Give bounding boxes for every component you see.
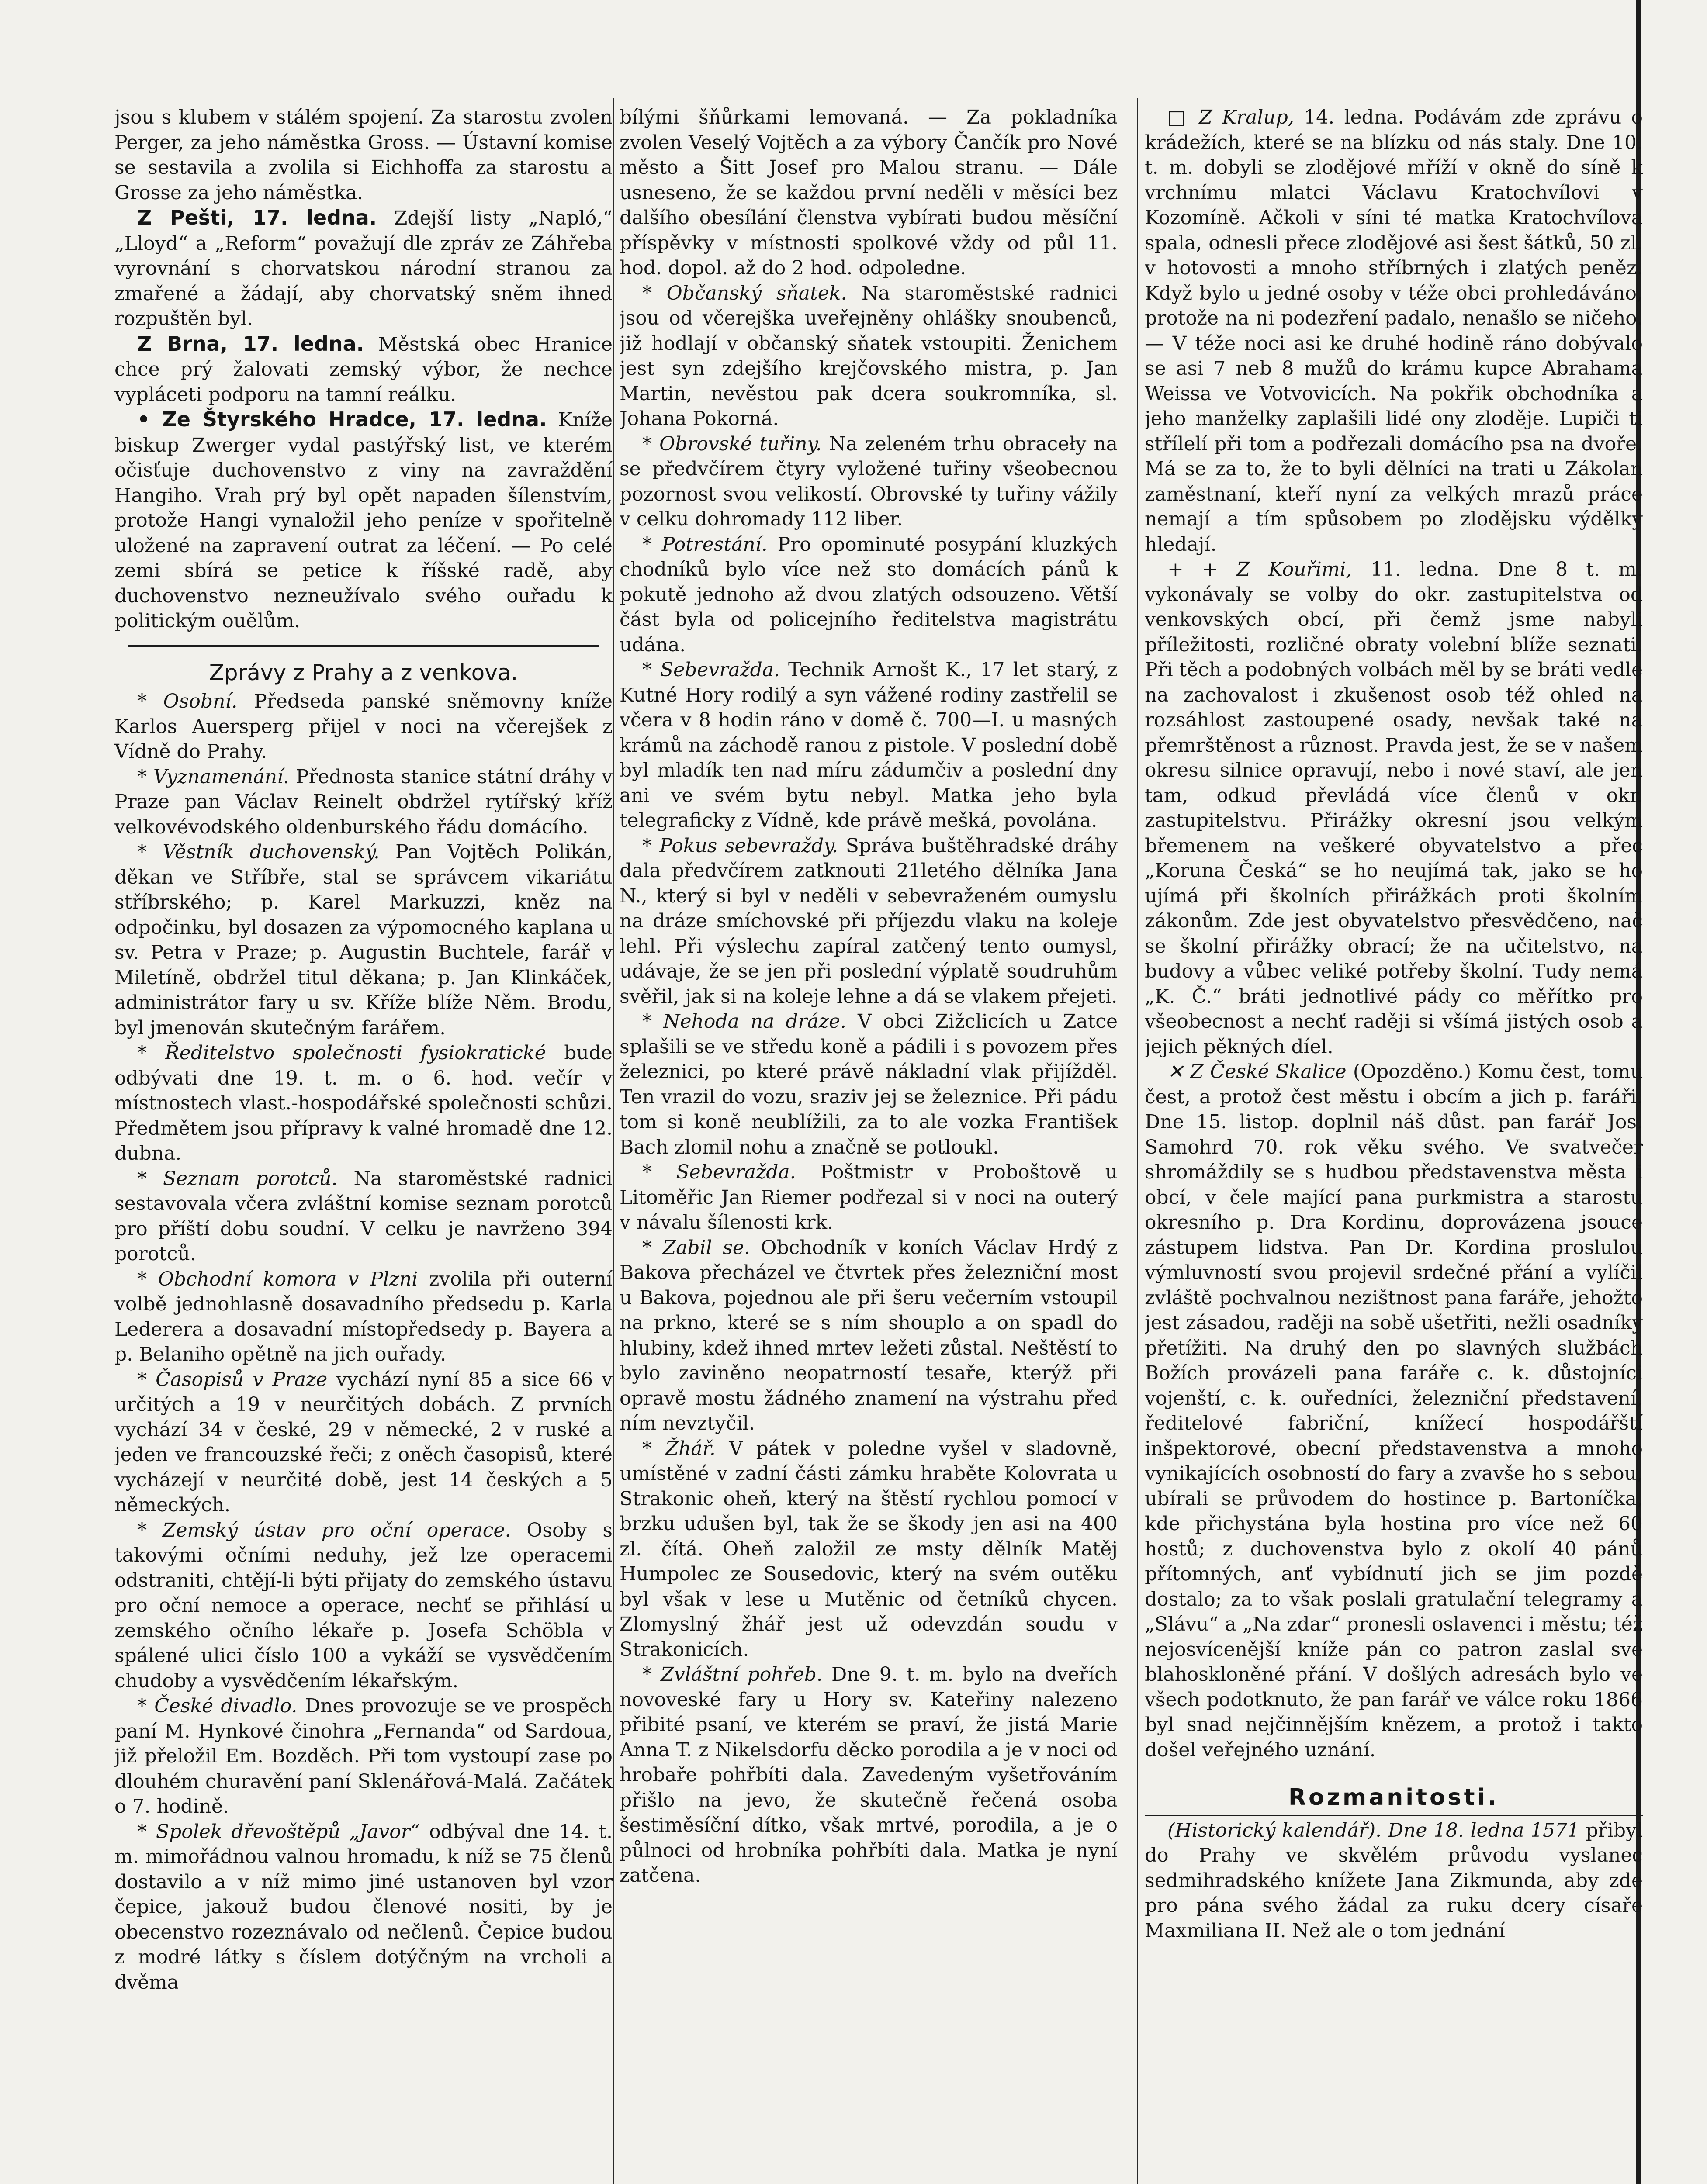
news-item: * Potrestání. Pro opominuté posypání kluzkých chodníků bylo více než sto domácích pánů k pokutě jednoho až dvou zlatých odsouzeno. Větší část byla od policejního ředitelstva magistrátu udána. (620, 533, 1118, 656)
news-text: Dnes provozuje se ve prospěch paní M. Hynkové činohra „Fernanda“ od Sardoua, již přeložil Em. Bozděch. Při tom vystoupí zase po dlouhém churavění paní Sklenářová-Malá. Začátek o 7. hodině. (114, 1695, 613, 1818)
news-item: * Žhář. V pátek v poledne vyšel v sladovně, umístěné v zadní části zámku hraběte Kolovrata u Strakonic oheň, který na štěstí rychlou pomocí v brzku udušen byl, tak že se škody jen asi na 400 zl. čítá. Oheň založil ze msty dělník Matěj Humpolec ze Sousedovic, který na svém outěku byl však v lese u Mutěnic od četníků chycen. Zlomyslný žhář jest už odevzdán soudu v Strakonicích. (620, 1437, 1118, 1661)
article-continuation: bílými šňůrkami lemovaná. — Za pokladníka zvolen Veselý Vojtěch a za výbory Čančík pro Nové město a Šitt Josef pro Malou stranu. — Dále usneseno, že se každou první neděli v měsíci bez dalšího obesílání členstva vybírati budou měsíční příspěvky v místnosti spolkové vždy od půl 11. hod. dopol. až do 2 hod. odpoledne. (620, 106, 1118, 279)
section-title: Zprávy z Prahy a z venkova. (209, 660, 518, 685)
news-text: (Opozděno.) Komu čest, tomu čest, a protož čest městu i obcím a jich p. faráři. Dne 15. listop. doplnil náš důst. pan farář Jos. Samohrd 70. rok věku svého. Ve svatvečer shromáždily se s hudbou představenstva města i obcí, v čele mající pana purkmistra a starostu okresního p. Dra Kordinu, doprovázena jsouce zástupem lidstva. Pan Dr. Kordina proslulou výmluvností svou projevil srdečné přání a vylíčil zvláště pochvalnou nezištnost pana faráře, jehožto jest zásadou, raději na sobě ušetřiti, nežli osadníky přetížiti. Na druhý den po slavných službách Božích provázeli pana faráře c. k. důstojníci vojenští, c. k. ouředníci, železniční představení, ředitelové fabriční, knížecí hospodářští inšpektorové, obecní představenstva a mnoho vynikajících osobností do fary a zvavše ho s sebou, ubírali se průvodem do hostince p. Bartoníčka, kde přichystána byla hostina pro více než 60 hostů; z duchovenstva bylo z okolí 40 pánů přítomných, anť vybídnutí jich se jim pozdě dostalo; za to však poslali gratulační telegramy a „Slávu“ a „Na zdar“ pronesli oslavenci i městu; též nejosvícenější kníže pán co patron zaslal své blahoskloněné přání. V došlých adresách bylo ve všech podotknuto, že pan farář ve válce roku 1866 byl snad nejčinnějším knězem, a protož i takto došel veřejného uznání. (1145, 1061, 1643, 1761)
news-text: Obchodník v koních Václav Hrdý z Bakova přecházel ve čtvrtek přes železniční most u Bakova, pojednou ale při šeru večerním vstoupil na prkno, které se s ním shouplo a on spadl do hlubiny, kdež ihned mrtev ležeti zůstal. Neštěstí to bylo zaviněno neopatrností tesaře, kterýž při opravě mostu žádného znamení na výstrahu před ním nevztyčil. (620, 1236, 1118, 1434)
column-3 (1145, 105, 1643, 2184)
article-continuation: jsou s klubem v stálém spojení. Za starostu zvolen Perger, za jeho náměstka Gross. — Ústavní komise se sestavila a zvolila si Eichhoffa za starostu a Grosse za jeho náměstka. (114, 106, 613, 204)
news-item: * Pokus sebevraždy. Správa buštěhradské dráhy dala předvčírem zatknouti 21letého dělníka Jana N., který si byl v neděli v sebevraženém oumyslu na dráze smíchovské při příjezdu vlaku na koleje lehl. Při výslechu zapíral zatčený tento oumysl, udávaje, že se jen při poslední výplatě soudruhům svěřil, jak si na koleje lehne a dá se vlakem přejeti. (620, 834, 1118, 1008)
item-label: Ředitelstvo společnosti fysiokratické (165, 1042, 546, 1064)
news-text: Zdejší listy „Napló,“ „Lloyd“ a „Reform“ považují dle zpráv ze Záhřeba vyrovnání s chorvatskou národní stranou za zmařené a žádají, aby chorvatský sněm ihned rozpuštěn byl. (114, 207, 613, 330)
news-item: * Zabil se. Obchodník v koních Václav Hrdý z Bakova přecházel ve čtvrtek přes železniční most u Bakova, pojednou ale při šeru večerním vstoupil na prkno, které se s ním shouplo a on spadl do hlubiny, kdež ihned mrtev ležeti zůstal. Neštěstí to bylo zaviněno neopatrností tesaře, kterýž při opravě mostu žádného znamení na výstrahu před ním nevztyčil. (620, 1236, 1118, 1434)
news-item: * Ředitelstvo společnosti fysiokratické bude odbývati dne 19. t. m. o 6. hod. večír v místnostech vlast.-hospodářské společnosti schůzi. Předmětem jsou přípravy k valné hromadě dne 12. dubna. (114, 1042, 613, 1165)
news-text: odbýval dne 14. t. m. mimořádnou valnou hromadu, k níž se 75 členů dostavilo a v níž mimo jiné ustanoven byl vzor čepice, jakouž budou členové nositi, by je obecenstvo rozeznávalo od nečlenů. Čepice budou z modré látky s číslem dotýčným na vrcholi a dvěma (114, 1820, 613, 1994)
dateline: □ Z Kralup, (1167, 106, 1294, 128)
dateline: • Ze Štyrského Hradce, 17. ledna. (137, 408, 547, 431)
news-text: Městská obec Hranice chce prý žalovati zemský výbor, že nechce vypláceti podporu na tamní reálku. (114, 333, 613, 406)
news-item: * Nehoda na dráze. V obci Zižclicích u Zatce splašili se ve středu koně a pádili i s povozem přes železnici, po které právě nákladní vlak přijížděl. Ten vrazil do vozu, sraziv jej se železnice. Při pádu tom si koně neublížili, za to ale vozka František Bach zlomil nohu a značně se potloukl. (620, 1010, 1118, 1158)
item-label: Seznam porotců. (163, 1167, 338, 1190)
news-text: V pátek v poledne vyšel v sladovně, umístěné v zadní části zámku hraběte Kolovrata u Strakonic oheň, který na štěstí rychlou pomocí v brzku udušen byl, tak že se škody jen asi na 400 zl. čítá. Oheň založil ze msty dělník Matěj Humpolec ze Sousedovic, který na svém outěku byl však v lese u Mutěnic od četníků chycen. Zlomyslný žhář jest už odevzdán soudu v Strakonicích. (620, 1437, 1118, 1661)
news-text: Kníže biskup Zwerger vydal pastýřský list, ve kterém očisťuje duchovenstvo z viny na zavraždění Hangiho. Vrah prý byl opět napaden šílenstvím, protože Hangi vynaložil jeho peníze v spořitelně uložené na zapravení outrat za léčení. — Po celé zemi sbírá se petice k říšské radě, aby duchovenstvo nezneužívalo svého ouřadu k politickým ouělům. (114, 409, 613, 632)
news-item-pest (114, 205, 613, 332)
news-item: * Vyznamenání. Přednosta stanice státní dráhy v Praze pan Václav Reinelt obdržel rytířský kříž velkovévodského oldenburského řádu domácího. (114, 765, 613, 838)
news-item: * Obrovské tuřiny. Na zeleném trhu obraceły na se předvčírem čtyry vyložené tuřiny všeobecnou pozornost svou velikostí. Obrovské ty tuřiny vážily v celku dohromady 112 liber. (620, 432, 1118, 530)
news-text: vychází nyní 85 a sice 66 v určitých a 19 v neurčitých dobách. Z prvních vychází 34 v české, 29 v německé, 2 v ruské a jeden ve francouzské řeči; z oněch časopisů, které vycházejí v neurčité době, jest 14 českých a 5 německých. (114, 1368, 613, 1516)
news-text: V obci Zižclicích u Zatce splašili se ve středu koně a pádili i s povozem přes železnici, po které právě nákladní vlak přijížděl. Ten vrazil do vozu, sraziv jej se železnice. Při pádu tom si koně neublížili, za to ale vozka František Bach zlomil nohu a značně se potloukl. (620, 1010, 1118, 1158)
news-item: * Věstník duchovenský. Pan Vojtěch Polikán, děkan ve Stříbře, stal se správcem vikariátu stříbrského; p. Karel Markuzzi, kněz na odpočinku, byl dosazen za výpomocného kaplana u sv. Petra v Praze; p. Augustin Buchtele, farář v Miletíně, obdržel titul děkana; p. Jan Klinkáček, administrátor fary u sv. Kříže blíže Něm. Brodu, byl jmenován skutečným farářem. (114, 841, 613, 1039)
news-item: * Sebevražda. Technik Arnošt K., 17 let starý, z Kutné Hory rodilý a syn vážené rodiny zastřelil se včera v 8 hodin ráno v domě č. 700—I. u masných krámů na záchodě ranou z pistole. V poslední době byl mladík ten nad míru zádumčiv a poslední dny ani ve svém bytu nebyl. Matka jeho byla telegraficky z Vídně, kde právě mešká, povolána. (620, 659, 1118, 832)
item-label: Zvláštní pohřeb. (661, 1663, 823, 1686)
item-label: Nehoda na dráze. (663, 1010, 846, 1033)
news-text: Na staroměstské radnici sestavovala včera zvláštní komise seznam porotců pro příští dobu soudní. V celku je navrženo 394 porotců. (114, 1167, 613, 1265)
news-item-kourim (1145, 557, 1643, 1059)
item-label: Pokus sebevraždy. (659, 834, 838, 857)
item-label: Sebevražda. (660, 659, 780, 681)
news-item: * Sebevražda. Poštmistr v Proboštově u Litoměřic Jan Riemer podřezal si v noci na outerý v návalu šílenosti krk. (620, 1161, 1118, 1234)
news-item: * Osobní. Předseda panské sněmovny kníže Karlos Auersperg přijel v noci na včerejšek z Vídně do Prahy. (114, 690, 613, 763)
item-label: (Historický kalendář). (1167, 1819, 1382, 1842)
news-item: * Spolek dřevoštěpů „Javor“ odbýval dne 14. t. m. mimořádnou valnou hromadu, k níž se 75 členů dostavilo a v níž mimo jiné ustanoven byl vzor čepice, jakouž budou členové nositi, by je obecenstvo rozeznávalo od nečlenů. Čepice budou z modré látky s číslem dotýčným na vrcholi a dvěma (114, 1820, 613, 1994)
dateline: Z Brna, 17. ledna. (137, 332, 364, 356)
item-label: Žhář. (665, 1437, 716, 1460)
column-1 (114, 105, 613, 2184)
column-rule-left (613, 98, 614, 2184)
news-item-styr (114, 407, 613, 634)
item-label: Spolek dřevoštěpů „Javor“ (156, 1820, 420, 1843)
news-text: 11. ledna. Dne 8 t. m. vykonávaly se volby do okr. zastupitelstva od venkovských obcí, při čemž jsme nabyli příležitosti, rozličné obraty volební blíže seznati. Při těch a podobných volbách měl by se bráti vedle na zachovalost i zkušenost osob též ohled na rozsáhlost zastoupené osady, nevšak také na přemrštěnost a různost. Pravda jest, že se v našem okresu silnice opravují, nebo i nové staví, ale jen tam, odkud převládá více členů v okr. zastupitelstvu. Přirážky okresní jsou velkým břemenem na veškeré obyvatelstvo a přec „Koruna Česká“ se ho neujímá tak, jako se ho ujímá při školních přirážkách proti školním zákonům. Zde jest obyvatelstvo přesvědčeno, nač se školní přirážky obrací; že na učitelstvo, na budovy a vůbec veliké potřeby školní. Tudy nemá „K. Č.“ bráti jednotlivé pády co měřítko pro všeobecnost a nechť raději si všímá jistých osob a jejich pěkných díel. (1145, 558, 1643, 1058)
item-label: Obrovské tuřiny. (659, 432, 822, 455)
item-label: Sebevražda. (676, 1161, 796, 1183)
news-text: bude odbývati dne 19. t. m. o 6. hod. večír v místnostech vlast.-hospodářské společnosti schůzi. Předmětem jsou přípravy k valné hromadě dne 12. dubna. (114, 1042, 613, 1165)
item-label: Věstník duchovenský. (163, 841, 380, 863)
news-text: Přednosta stanice státní dráhy v Praze pan Václav Reinelt obdržel rytířský kříž velkovévodského oldenburského řádu domácího. (114, 765, 613, 838)
news-text: Technik Arnošt K., 17 let starý, z Kutné Hory rodilý a syn vážené rodiny zastřelil se včera v 8 hodin ráno v domě č. 700—I. u masných krámů na záchodě ranou z pistole. V poslední době byl mladík ten nad míru zádumčiv a poslední dny ani ve svém bytu nebyl. Matka jeho byla telegraficky z Vídně, kde právě mešká, povolána. (620, 659, 1118, 832)
section-divider (1145, 1815, 1643, 1816)
news-text: Osoby s takovými očními neduhy, jež lze operacemi odstraniti, chtějí-li býti přijaty do zemského ústavu pro oční nemoce a operace, nechť se přihlásí u zemského očního lékaře p. Josefa Schöbla v spálené ulici číslo 100 a vykáží se vysvědčením chudoby a vysvědčením lékařským. (114, 1519, 613, 1692)
item-label: Obchodní komora v Plzni (158, 1268, 418, 1290)
item-label: Zemský ústav pro oční operace. (162, 1519, 511, 1541)
news-item: * Obchodní komora v Plzni zvolila při outerní volbě jednohlasně dosavadního předsedu p. Karla Lederera a dosavadní místopředsedy p. Bayera a p. Belaniho opětně na jich ouřady. (114, 1268, 613, 1365)
news-text: přibyl do Prahy ve skvělém průvodu vyslanec sedmihradského knížete Jana Zikmunda, aby zde pro pána svého žádal za ruku dcery císaře Maxmiliana II. Než ale o tom jednání (1145, 1819, 1643, 1942)
news-item-skalice (1145, 1059, 1643, 1762)
news-text: Na staroměstské radnici jsou od včerejška uveřejněny ohlášky snoubenců, již hodlají v občanský sňatek vstoupiti. Ženichem jest syn zdejšího krejčovského mistra, p. Jan Martin, nevěstou pak dcera soukromníka, sl. Johana Pokorná. (620, 282, 1118, 430)
section-divider (128, 645, 599, 647)
news-item: * Zvláštní pohřeb. Dne 9. t. m. bylo na dveřích novoveské fary u Hory sv. Kateřiny nalezeno přibité psaní, ve kterém se praví, že jistá Marie Anna T. z Nikelsdorfu děcko porodila a je v noci od hrobaře pohřbíti dala. Zavedeným vyšetřováním přišlo na jevo, že skutečně řečená osoba šestiměsíční dítko, však mrtvé, porodila, a je o půlnoci od hrobníka pohřbíti dala. Matka je nyní zatčena. (620, 1663, 1118, 1887)
news-text: Správa buštěhradské dráhy dala předvčírem zatknouti 21letého dělníka Jana N., který si byl v neděli v sebevraženém oumyslu na dráze smíchovské při příjezdu vlaku na koleje lehl. Při výslechu zapíral zatčený tento oumysl, udávaje, že se jen při poslední výplatě soudruhům svěřil, jak si na koleje lehne a dá se vlakem přejeti. (620, 834, 1118, 1008)
dateline: ✕ Z České Skalice (1167, 1061, 1347, 1083)
section-title: Rozmanitosti. (1288, 1784, 1499, 1811)
item-label: Časopisů v Praze (156, 1368, 328, 1391)
column-rule-right (1137, 98, 1138, 2184)
news-item: * České divadlo. Dnes provozuje se ve prospěch paní M. Hynkové činohra „Fernanda“ od Sardoua, již přeložil Em. Bozděch. Při tom vystoupí zase po dlouhém churavění paní Sklenářová-Malá. Začátek o 7. hodině. (114, 1695, 613, 1818)
news-text: Pro opominuté posypání kluzkých chodníků bylo více než sto domácích pánů k pokutě jednoho až dvou zlatých odsouzeno. Větší část byla od policejního ředitelstva magistrátu udána. (620, 533, 1118, 656)
item-date: Dne 18. ledna 1571 (1388, 1819, 1580, 1842)
item-label: Vyznamenání. (153, 765, 290, 788)
item-label: Osobní. (163, 690, 238, 712)
item-label: České divadlo. (154, 1695, 298, 1717)
item-label: Občanský sňatek. (666, 282, 847, 304)
news-item-historical (1145, 1818, 1643, 1944)
item-label: Zabil se. (662, 1236, 750, 1259)
news-item-kralupy (1145, 105, 1643, 557)
news-text: Pan Vojtěch Polikán, děkan ve Stříbře, stal se správcem vikariátu stříbrského; p. Karel Markuzzi, kněz na odpočinku, byl dosazen za výpomocného kaplana u sv. Petra v Praze; p. Augustin Buchtele, farář v Miletíně, obdržel titul děkana; p. Jan Klinkáček, administrátor fary u sv. Kříže blíže Něm. Brodu, byl jmenován skutečným farářem. (114, 841, 613, 1039)
news-text: 14. ledna. Podávám zde zprávu o krádežích, které se na blízku od nás staly. Dne 10. t. m. dobyli se zlodějové mříží v okně do síně k vrchnímu mlatci Václavu Kratochvílovi v Kozomíně. Ačkoli v síni té matka Kratochvílova spala, odnesli přece zlodějové asi šest šátků, 50 zl. v hotovosti a mnoho stříbrných i zlatých peněz. Když bylo u jedné osoby v téže obci prohledáváno, protože na ni podezření padalo, nenašlo se ničeho. — V téže noci asi ke druhé hodině ráno dobývalo se asi 7 neb 8 mužů do krámu kupce Abrahama Weissa ve Votvovicích. Na pokřik obchodníka a jeho manželky zaplašili lidé ony zloděje. Lupiči ti střílelí při tom a podřezali domácího psa na dvoře. Má se za to, že to byli dělníci na trati u Zákolan zaměstnaní, kteří nyní za velkých mrazů práce nemají a tím spůsobem po zlodějsku výdělky hledají. (1145, 106, 1643, 556)
news-text: Poštmistr v Proboštově u Litoměřic Jan Riemer podřezal si v noci na outerý v návalu šílenosti krk. (620, 1161, 1118, 1234)
news-item: * Občanský sňatek. Na staroměstské radnici jsou od včerejška uveřejněny ohlášky snoubenců, již hodlají v občanský sňatek vstoupiti. Ženichem jest syn zdejšího krejčovského mistra, p. Jan Martin, nevěstou pak dcera soukromníka, sl. Johana Pokorná. (620, 282, 1118, 430)
news-item-brno (114, 332, 613, 408)
news-text: Předseda panské sněmovny kníže Karlos Auersperg přijel v noci na včerejšek z Vídně do Prahy. (114, 690, 613, 763)
column-2 (620, 105, 1118, 2184)
news-item: * Seznam porotců. Na staroměstské radnici sestavovala včera zvláštní komise seznam porotců pro příští dobu soudní. V celku je navrženo 394 porotců. (114, 1167, 613, 1265)
news-text: zvolila při outerní volbě jednohlasně dosavadního předsedu p. Karla Lederera a dosavadní místopředsedy p. Bayera a p. Belaniho opětně na jich ouřady. (114, 1268, 613, 1365)
news-item: * Časopisů v Praze vychází nyní 85 a sice 66 v určitých a 19 v neurčitých dobách. Z prvních vychází 34 v české, 29 v německé, 2 v ruské a jeden ve francouzské řeči; z oněch časopisů, které vycházejí v neurčité době, jest 14 českých a 5 německých. (114, 1368, 613, 1516)
news-item: * Zemský ústav pro oční operace. Osoby s takovými očními neduhy, jež lze operacemi odstraniti, chtějí-li býti přijaty do zemského ústavu pro oční nemoce a operace, nechť se přihlásí u zemského očního lékaře p. Josefa Schöbla v spálené ulici číslo 100 a vykáží se vysvědčením chudoby a vysvědčením lékařským. (114, 1519, 613, 1692)
news-text: Dne 9. t. m. bylo na dveřích novoveské fary u Hory sv. Kateřiny nalezeno přibité psaní, ve kterém se praví, že jistá Marie Anna T. z Nikelsdorfu děcko porodila a je v noci od hrobaře pohřbíti dala. Zavedeným vyšetřováním přišlo na jevo, že skutečně řečená osoba šestiměsíční dítko, však mrtvé, porodila, a je o půlnoci od hrobníka pohřbíti dala. Matka je nyní zatčena. (620, 1663, 1118, 1887)
item-label: Potrestání. (661, 533, 768, 556)
news-text: Na zeleném trhu obraceły na se předvčírem čtyry vyložené tuřiny všeobecnou pozornost svou velikostí. Obrovské ty tuřiny vážily v celku dohromady 112 liber. (620, 432, 1118, 530)
dateline: + + Z Kouřimi, (1167, 558, 1352, 581)
dateline: Z Pešti, 17. ledna. (137, 206, 377, 229)
